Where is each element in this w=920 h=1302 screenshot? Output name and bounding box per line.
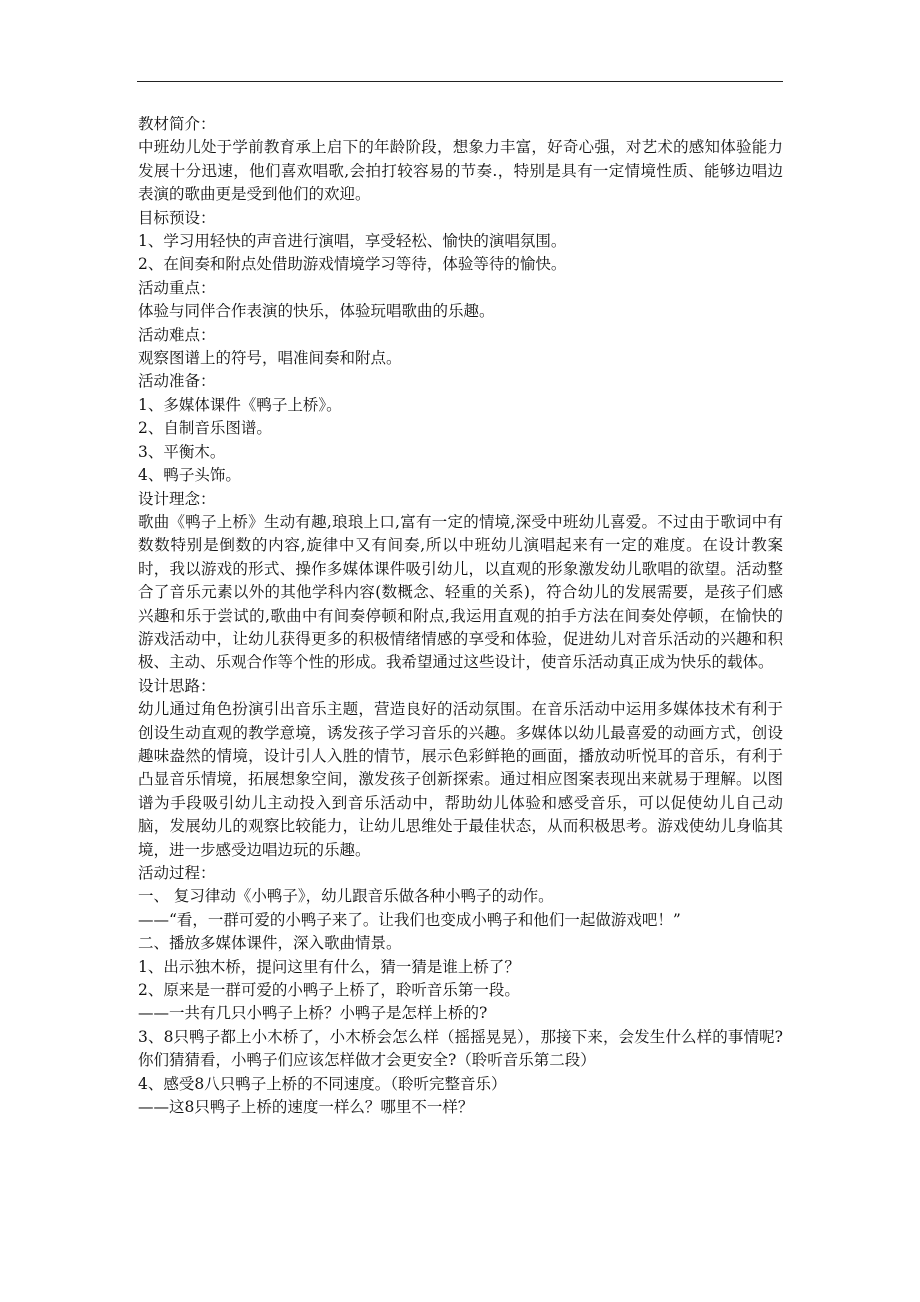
heading-design-concept: 设计理念： (138, 489, 216, 508)
process-substep-2-question: ——一共有几只小鸭子上桥？小鸭子是怎样上桥的? (138, 1004, 488, 1023)
process-substep-4: 4、感受8八只鸭子上桥的不同速度。（聆听完整音乐） (138, 1074, 507, 1093)
paragraph-difficulties: 观察图谱上的符号，唱准间奏和附点。 (138, 349, 402, 368)
paragraph-design-approach: 幼儿通过角色扮演引出音乐主题，营造良好的活动氛围。在音乐活动中运用多媒体技术有利于创设生动直观的教学意境，诱发孩子学习音乐的兴趣。多媒体以幼儿最喜爱的动画方式，创设趣味盎然的情境，设计引人入胜的情节，展示色彩鲜艳的画面，播放动听悦耳的音乐，有利于凸显音乐情境，拓展想象空间，激发孩子创新探索。通过相应图案表现出来就易于理解。以图谱为手段吸引幼儿主动投入到音乐活动中，帮助幼儿体验和感受音乐，可以促使幼儿自己动脑，发展幼儿的观察比较能力，让幼儿思维处于最佳状态，从而积极思考。游戏使幼儿身临其境，进一步感受边唱边玩的乐趣。 (138, 700, 783, 859)
paragraph-key-points: 体验与同伴合作表演的快乐，体验玩唱歌曲的乐趣。 (138, 302, 495, 321)
paragraph-textbook-intro: 中班幼儿处于学前教育承上启下的年龄阶段，想象力丰富，好奇心强，对艺术的感知体验能力发展十分迅速，他们喜欢唱歌,会拍打较容易的节奏.，特别是具有一定情境性质、能够边唱边表演的歌曲更是受到他们的欢迎。 (138, 138, 783, 204)
process-substep-4-question: ——这8只鸭子上桥的速度一样么？哪里不一样？ (138, 1098, 474, 1117)
heading-difficulties: 活动难点： (138, 325, 216, 344)
process-substep-1: 1、出示独木桥，提问这里有什么，猜一猜是谁上桥了？ (138, 957, 520, 976)
heading-preparation: 活动准备： (138, 372, 216, 391)
heading-design-approach: 设计思路： (138, 676, 216, 695)
goal-item-2: 2、在间奏和附点处借助游戏情境学习等待，体验等待的愉快。 (138, 255, 567, 274)
heading-goals: 目标预设： (138, 208, 216, 227)
heading-textbook-intro: 教材简介： (138, 115, 216, 133)
document-body (138, 113, 783, 1119)
preparation-item-1: 1、多媒体课件《鸭子上桥》。 (138, 395, 342, 414)
goal-item-1: 1、学习用轻快的声音进行演唱，享受轻松、愉快的演唱氛围。 (138, 232, 567, 251)
process-step-1: 一、 复习律动《小鸭子》，幼儿跟音乐做各种小鸭子的动作。 (138, 887, 554, 906)
preparation-item-4: 4、鸭子头饰。 (138, 466, 241, 485)
process-substep-3: 3、8只鸭子都上小木桥了，小木桥会怎么样（摇摇晃晃），那接下来，会发生什么样的事情呢?你们猜猜看，小鸭子们应该怎样做才会更安全?（聆听音乐第二段） (138, 1027, 783, 1070)
header-rule (137, 81, 783, 82)
preparation-item-2: 2、自制音乐图谱。 (138, 419, 272, 438)
heading-key-points: 活动重点： (138, 278, 216, 297)
process-substep-2: 2、原来是一群可爱的小鸭子上桥了，聆听音乐第一段。 (138, 981, 520, 1000)
process-step-1-quote: ——“看，一群可爱的小鸭子来了。让我们也变成小鸭子和他们一起做游戏吧！” (138, 910, 681, 929)
process-step-2: 二、播放多媒体课件，深入歌曲情景。 (138, 934, 402, 953)
paragraph-design-concept: 歌曲《鸭子上桥》生动有趣,琅琅上口,富有一定的情境,深受中班幼儿喜爱。不过由于歌词中有数数特别是倒数的内容,旋律中又有间奏,所以中班幼儿演唱起来有一定的难度。在设计教案时，我以游戏的形式、操作多媒体课件吸引幼儿，以直观的形象激发幼儿歌唱的欲望。活动整合了音乐元素以外的其他学科内容(数概念、轻重的关系)，符合幼儿的发展需要，是孩子们感兴趣和乐于尝试的,歌曲中有间奏停顿和附点,我运用直观的拍手方法在间奏处停顿，在愉快的游戏活动中，让幼儿获得更多的积极情绪情感的享受和体验，促进幼儿对音乐活动的兴趣和积极、主动、乐观合作等个性的形成。我希望通过这些设计，使音乐活动真正成为快乐的载体。 (138, 512, 783, 672)
preparation-item-3: 3、平衡木。 (138, 442, 226, 461)
heading-activity-process: 活动过程： (138, 864, 216, 882)
